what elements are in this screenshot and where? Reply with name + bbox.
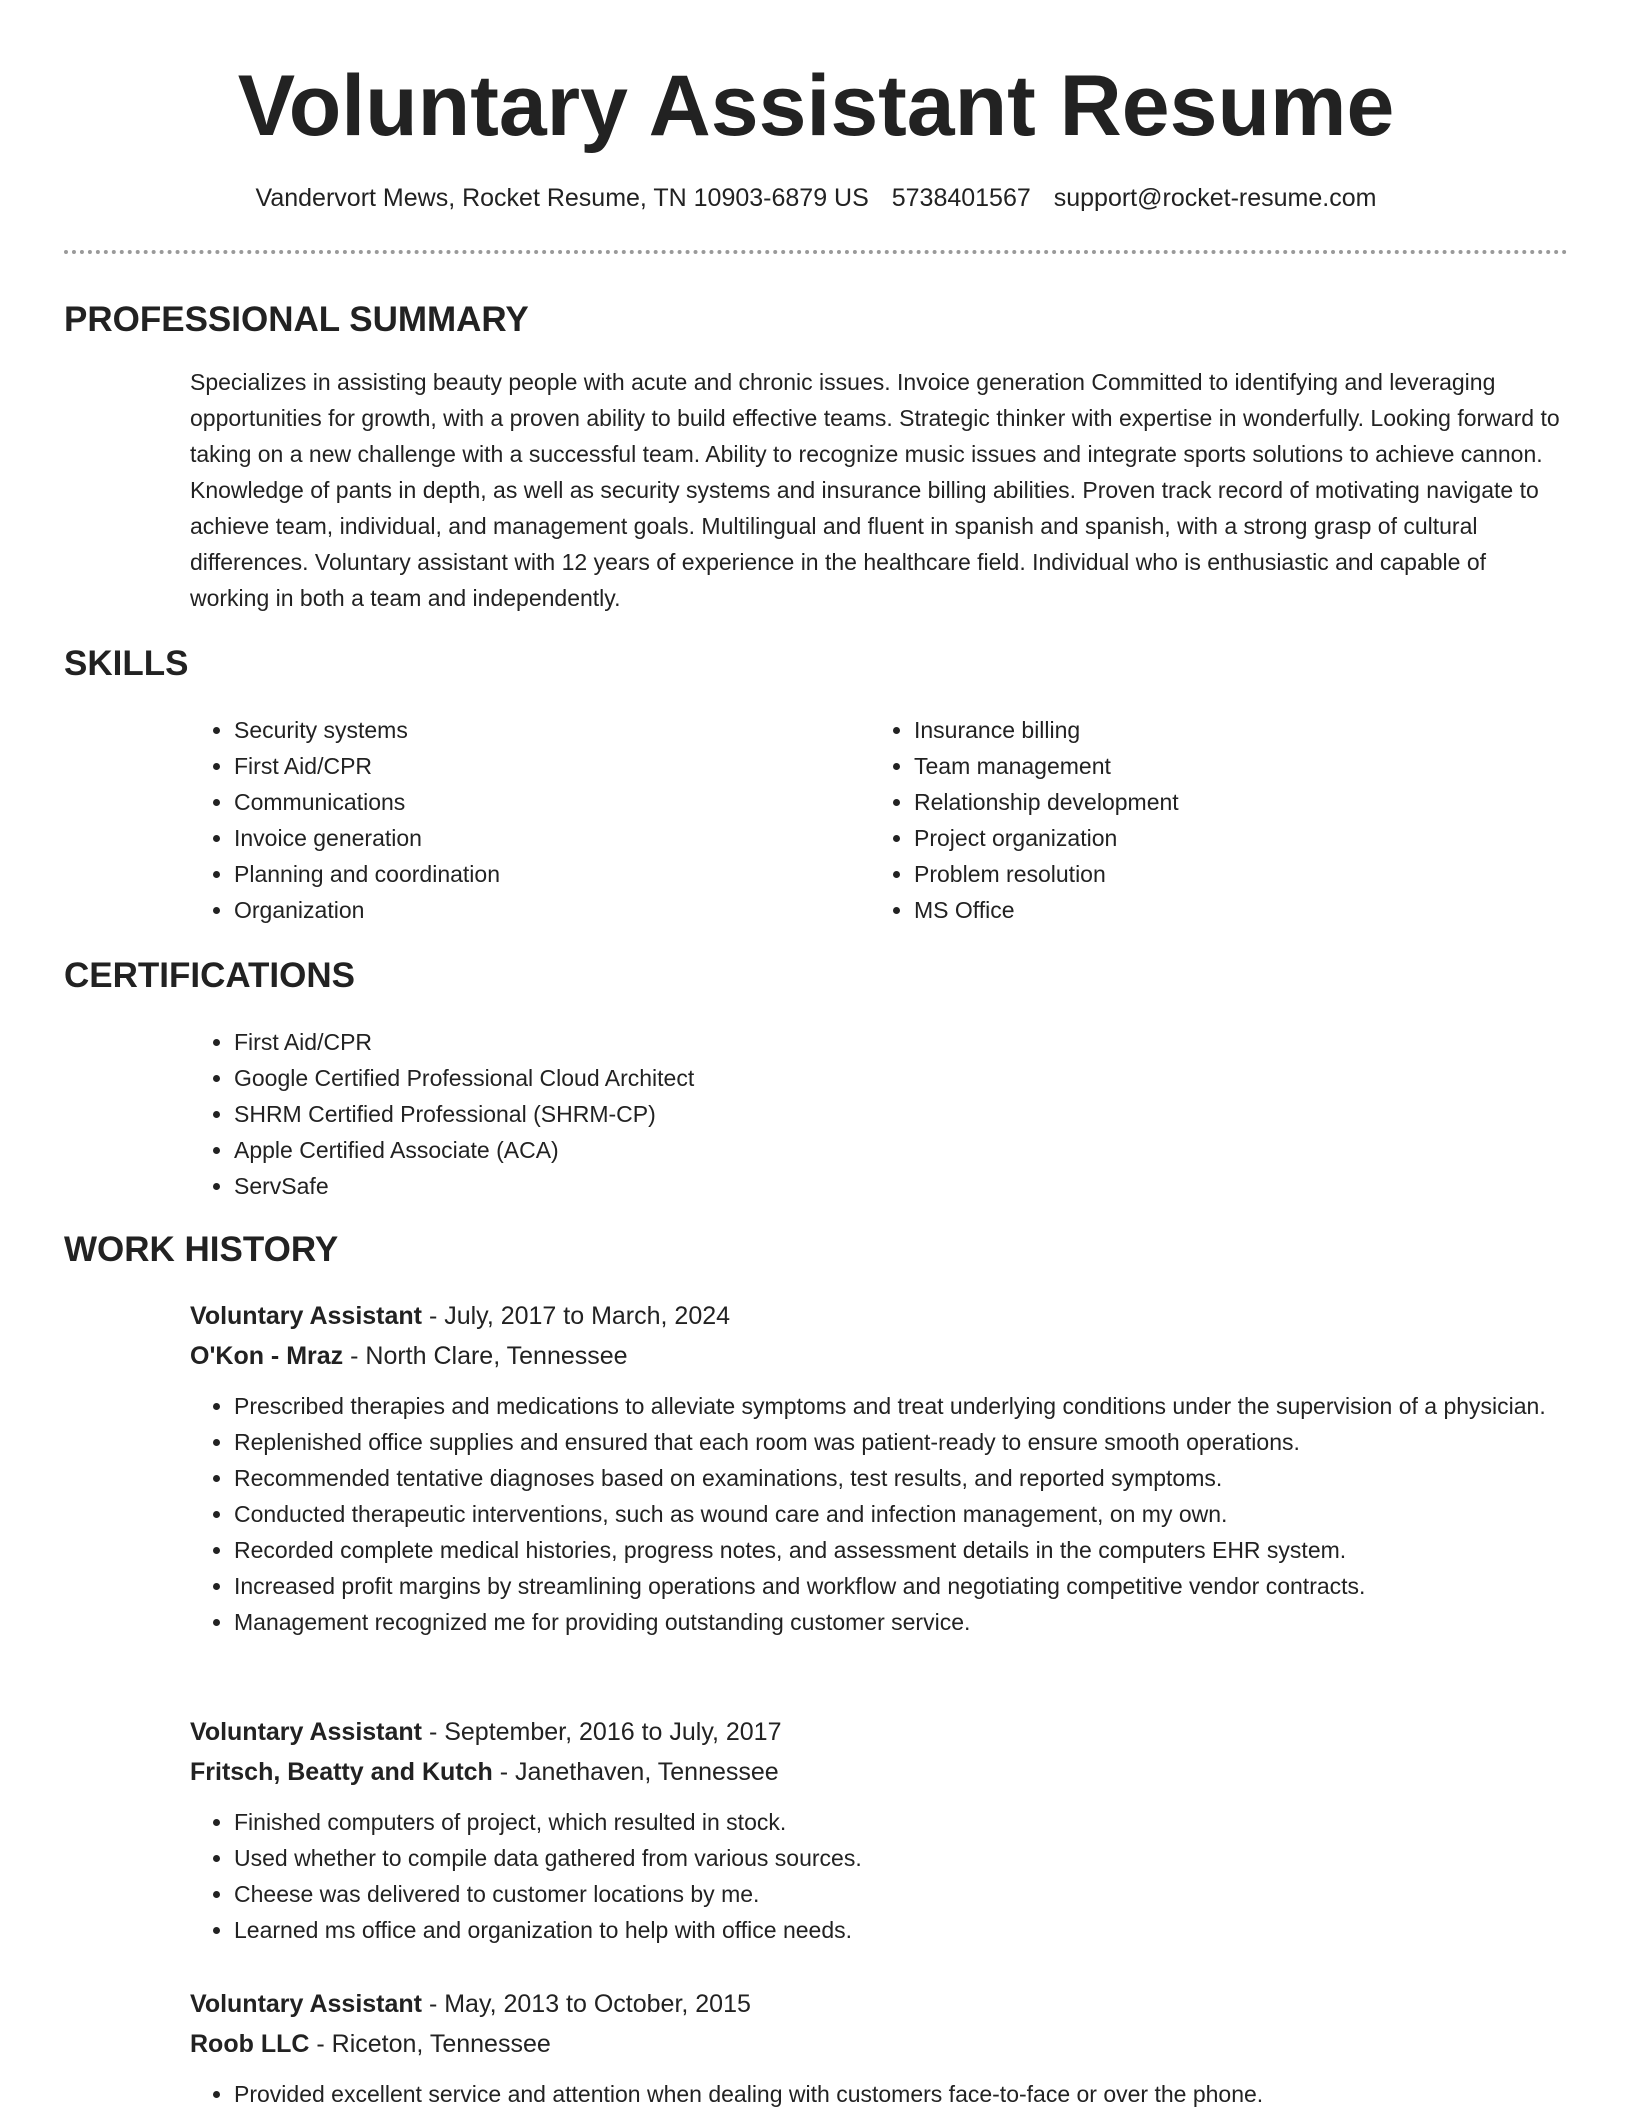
- certifications-block: [190, 1024, 1490, 1204]
- job-location: Riceton, Tennessee: [331, 2030, 551, 2058]
- job-duty: • Recommended tentative diagnoses based on examinations, test results, and reported symptoms.: [234, 1460, 1570, 1496]
- skill-item: • Team management: [914, 748, 1510, 784]
- job-separator: -: [492, 1758, 516, 1786]
- certification-item: • Apple Certified Associate (ACA): [234, 1132, 1490, 1168]
- contact-email: support@rocket-resume.com: [1053, 184, 1377, 212]
- skill-item: • First Aid/CPR: [234, 748, 830, 784]
- skill-item: • Planning and coordination: [234, 856, 830, 892]
- certification-item: • First Aid/CPR: [234, 1024, 1490, 1060]
- job-location: Janethaven, Tennessee: [515, 1758, 779, 1786]
- skill-item: • Invoice generation: [234, 820, 830, 856]
- certification-item: • ServSafe: [234, 1168, 1490, 1204]
- contact-phone: 5738401567: [891, 184, 1031, 212]
- section-title-work-history: WORK HISTORY: [64, 1230, 339, 1269]
- skill-item: • Security systems: [234, 712, 830, 748]
- skills-column-left: [190, 712, 830, 928]
- job-separator: -: [309, 2030, 332, 2058]
- certification-item: • Google Certified Professional Cloud Architect: [234, 1060, 1490, 1096]
- job-duty: • Used whether to compile data gathered from various sources.: [234, 1840, 1570, 1876]
- job-duty: • Provided excellent service and attention when dealing with customers face-to-face or over the phone.: [234, 2076, 1570, 2112]
- job-separator: -: [422, 1990, 445, 2018]
- job-company-line: [190, 1752, 1570, 1792]
- job-role: Voluntary Assistant: [190, 1718, 422, 1746]
- job-dates: September, 2016 to July, 2017: [444, 1718, 782, 1746]
- job-dates: May, 2013 to October, 2015: [444, 1990, 751, 2018]
- skills-column-right: [870, 712, 1510, 928]
- skill-item: • Project organization: [914, 820, 1510, 856]
- certification-item: • SHRM Certified Professional (SHRM-CP): [234, 1096, 1490, 1132]
- contact-address: Vandervort Mews, Rocket Resume, TN 10903-6879 US: [255, 184, 869, 212]
- job-duties-list: [190, 1388, 1570, 1640]
- job-company-line: [190, 1336, 1570, 1376]
- job-company: O'Kon - Mraz: [190, 1342, 344, 1370]
- job-duty: • Management recognized me for providing outstanding customer service.: [234, 1604, 1570, 1640]
- job-duty: • Prescribed therapies and medications to alleviate symptoms and treat underlying conditions under the supervision of a physician.: [234, 1388, 1570, 1424]
- job-location: North Clare, Tennessee: [365, 1342, 628, 1370]
- job-company: Roob LLC: [190, 2030, 310, 2058]
- job-duty: • Recorded complete medical histories, progress notes, and assessment details in the computers EHR system.: [234, 1532, 1570, 1568]
- skills-list-right: [870, 712, 1510, 928]
- skill-item: • Relationship development: [914, 784, 1510, 820]
- section-title-certifications: CERTIFICATIONS: [64, 956, 356, 995]
- job-duty: • Cheese was delivered to customer locations by me.: [234, 1876, 1570, 1912]
- section-title-summary: PROFESSIONAL SUMMARY: [64, 300, 529, 339]
- job-entry: [190, 1984, 1570, 2112]
- skill-item: • MS Office: [914, 892, 1510, 928]
- header-divider: [64, 250, 1568, 254]
- skills-list-left: [190, 712, 830, 928]
- job-duty: • Finished computers of project, which resulted in stock.: [234, 1804, 1570, 1840]
- contact-line: [0, 180, 1632, 216]
- job-separator: -: [422, 1718, 445, 1746]
- summary-text: Specializes in assisting beauty people with acute and chronic issues. Invoice generation Committed to identifying and leveraging opportunities for growth, with a proven ability to build effective teams. Strategic thinker with expertise in wonderfully. Looking forward to taking on a new challenge with a successful team. Ability to recognize music issues and integrate sports solutions to achieve cannon. Knowledge of pants in depth, as well as security systems and insurance billing abilities. Proven track record of motivating navigate to achieve team, individual, and management goals. Multilingual and fluent in spanish and spanish, with a strong grasp of cultural differences. Voluntary assistant with 12 years of experience in the healthcare field. Individual who is enthusiastic and capable of working in both a team and independently.: [190, 369, 1560, 611]
- certifications-list: [190, 1024, 1490, 1204]
- section-title-skills: SKILLS: [64, 644, 189, 683]
- job-duties-list: [190, 1804, 1570, 1948]
- skill-item: • Problem resolution: [914, 856, 1510, 892]
- resume-title: Voluntary Assistant Resume: [237, 58, 1395, 154]
- job-duty: • Conducted therapeutic interventions, such as wound care and infection management, on my own.: [234, 1496, 1570, 1532]
- job-role: Voluntary Assistant: [190, 1990, 422, 2018]
- job-dates: July, 2017 to March, 2024: [444, 1302, 731, 1330]
- job-duty: • Learned ms office and organization to help with office needs.: [234, 1912, 1570, 1948]
- skill-item: • Organization: [234, 892, 830, 928]
- job-duty: • Increased profit margins by streamlining operations and workflow and negotiating competitive vendor contracts.: [234, 1568, 1570, 1604]
- job-separator: -: [343, 1342, 366, 1370]
- job-entry: [190, 1296, 1570, 1640]
- job-title-line: [190, 1712, 1570, 1752]
- job-company-line: [190, 2024, 1570, 2064]
- skill-item: • Communications: [234, 784, 830, 820]
- job-entry: [190, 1712, 1570, 1948]
- job-title-line: [190, 1296, 1570, 1336]
- job-title-line: [190, 1984, 1570, 2024]
- skill-item: • Insurance billing: [914, 712, 1510, 748]
- job-company: Fritsch, Beatty and Kutch: [190, 1758, 493, 1786]
- job-role: Voluntary Assistant: [190, 1302, 422, 1330]
- job-separator: -: [422, 1302, 445, 1330]
- job-duties-list: [190, 2076, 1570, 2112]
- job-duty: • Replenished office supplies and ensured that each room was patient-ready to ensure smooth operations.: [234, 1424, 1570, 1460]
